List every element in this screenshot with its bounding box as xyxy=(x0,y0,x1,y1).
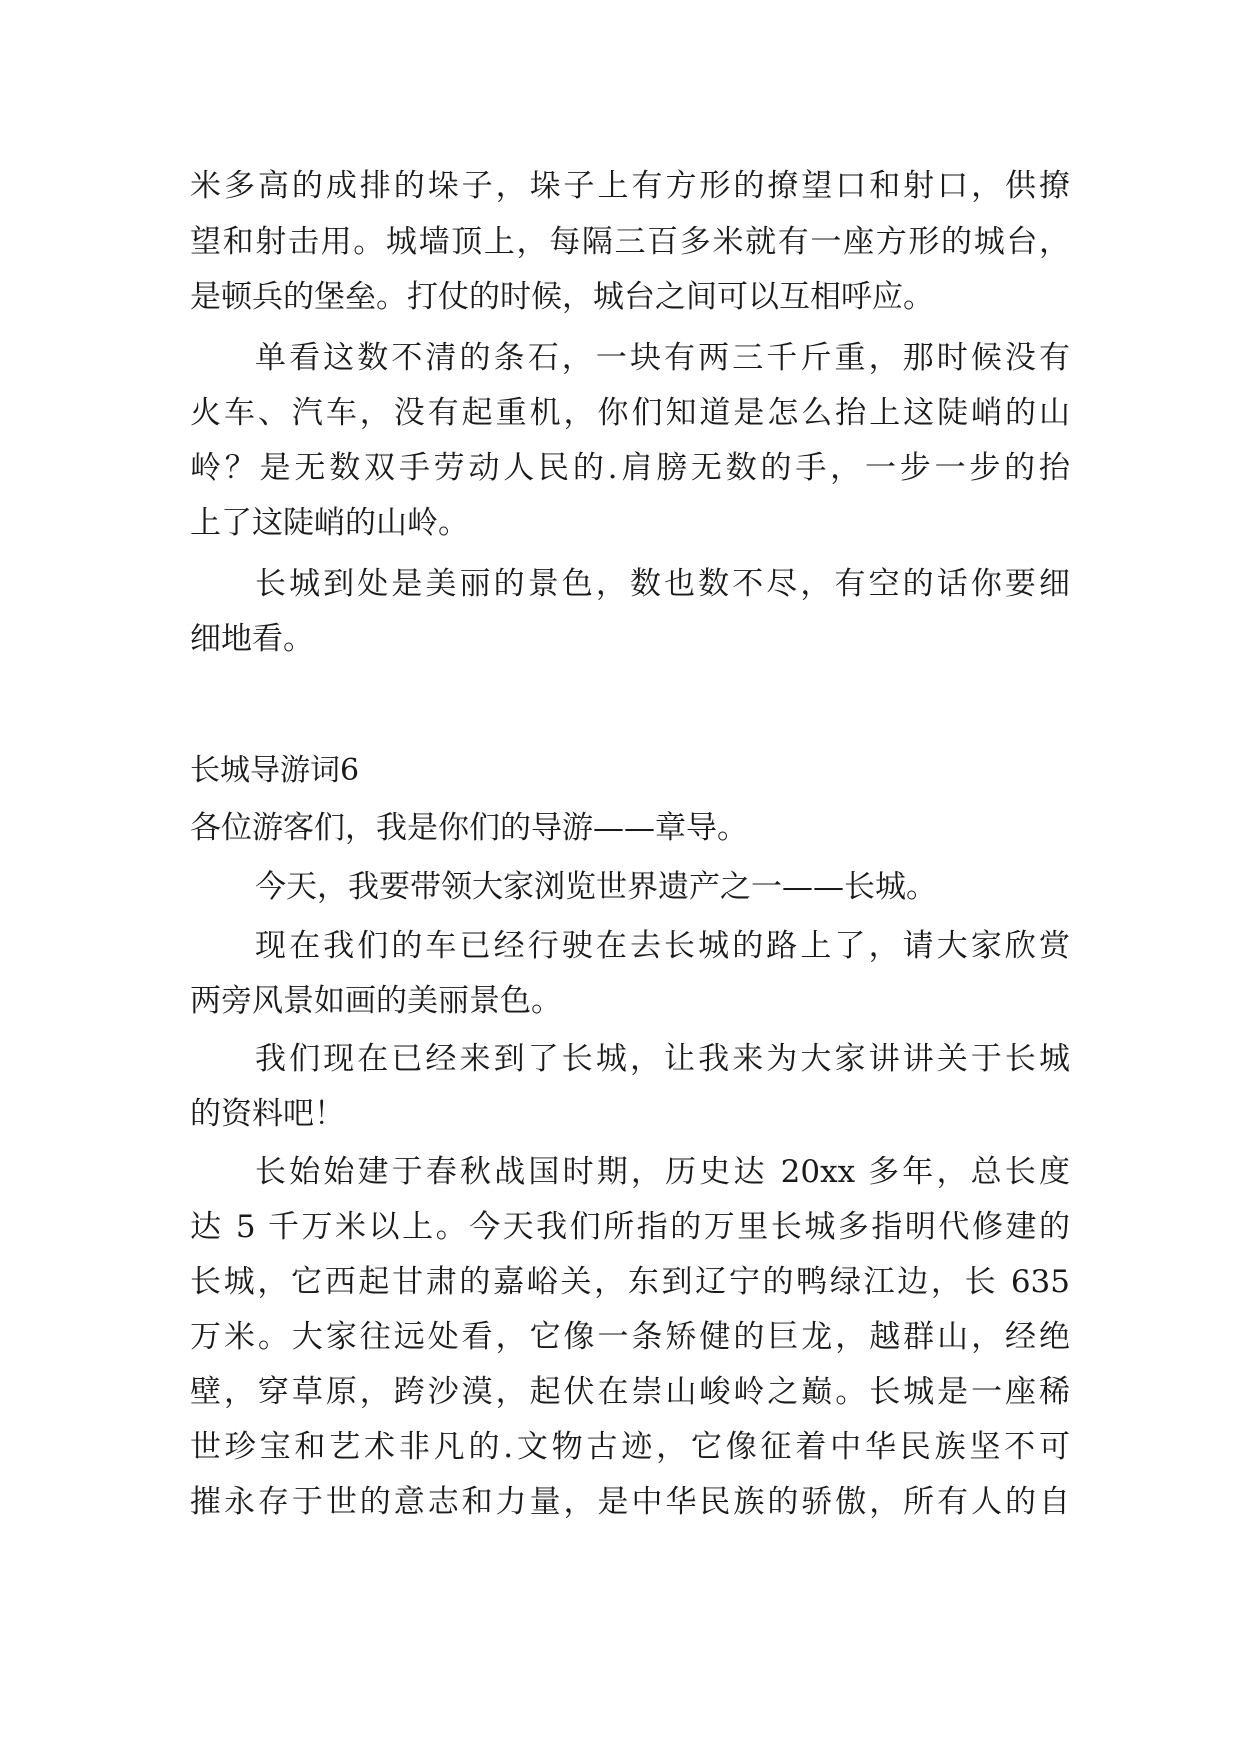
paragraph-start-line: 今天，我要带领大家浏览世界遗产之一——长城。 xyxy=(255,869,937,905)
paragraph-start-line: 长城到处是美丽的景色，数也数不尽，有空的话你要细 xyxy=(255,566,1070,602)
paragraph-start-line: 长始始建于春秋战国时期，历史达 20xx 多年，总长度 xyxy=(255,1154,1070,1190)
text-line: 世珍宝和艺术非凡的.文物古迹，它像征着中华民族坚不可 xyxy=(190,1429,1070,1465)
text-line: 望和射击用。城墙顶上，每隔三百多米就有一座方形的城台， xyxy=(190,224,1070,260)
text-line: 的资料吧！ xyxy=(190,1096,345,1132)
text-line: 长城，它西起甘肃的嘉峪关，东到辽宁的鸭绿江边，长 635 xyxy=(190,1264,1070,1300)
paragraph-start-line: 单看这数不清的条石，一块有两三千斤重，那时候没有 xyxy=(255,340,1070,376)
text-line: 上了这陡峭的山岭。 xyxy=(190,505,469,541)
text-line: 壁，穿草原，跨沙漠，起伏在崇山峻岭之巅。长城是一座稀 xyxy=(190,1374,1070,1410)
text-line: 细地看。 xyxy=(190,621,314,657)
text-line: 岭？是无数双手劳动人民的.肩膀无数的手，一步一步的抬 xyxy=(190,450,1070,486)
section-title: 长城导游词6 xyxy=(190,753,360,788)
paragraph-start-line: 我们现在已经来到了长城，让我来为大家讲讲关于长城 xyxy=(255,1041,1070,1077)
text-line: 摧永存于世的意志和力量，是中华民族的骄傲，所有人的自 xyxy=(190,1484,1070,1520)
paragraph-start-line: 现在我们的车已经行驶在去长城的路上了，请大家欣赏 xyxy=(255,928,1070,964)
text-line: 米多高的成排的垛子，垛子上有方形的撩望口和射口，供撩 xyxy=(190,168,1070,204)
text-line: 万米。大家往远处看，它像一条矫健的巨龙，越群山，经绝 xyxy=(190,1319,1070,1355)
text-line: 各位游客们，我是你们的导游——章导。 xyxy=(190,810,748,846)
text-line: 达 5 千万米以上。今天我们所指的万里长城多指明代修建的 xyxy=(190,1209,1070,1245)
text-line: 火车、汽车，没有起重机，你们知道是怎么抬上这陡峭的山 xyxy=(190,395,1070,431)
text-line: 是顿兵的堡垒。打仗的时候，城台之间可以互相呼应。 xyxy=(190,279,934,315)
text-line: 两旁风景如画的美丽景色。 xyxy=(190,983,562,1019)
